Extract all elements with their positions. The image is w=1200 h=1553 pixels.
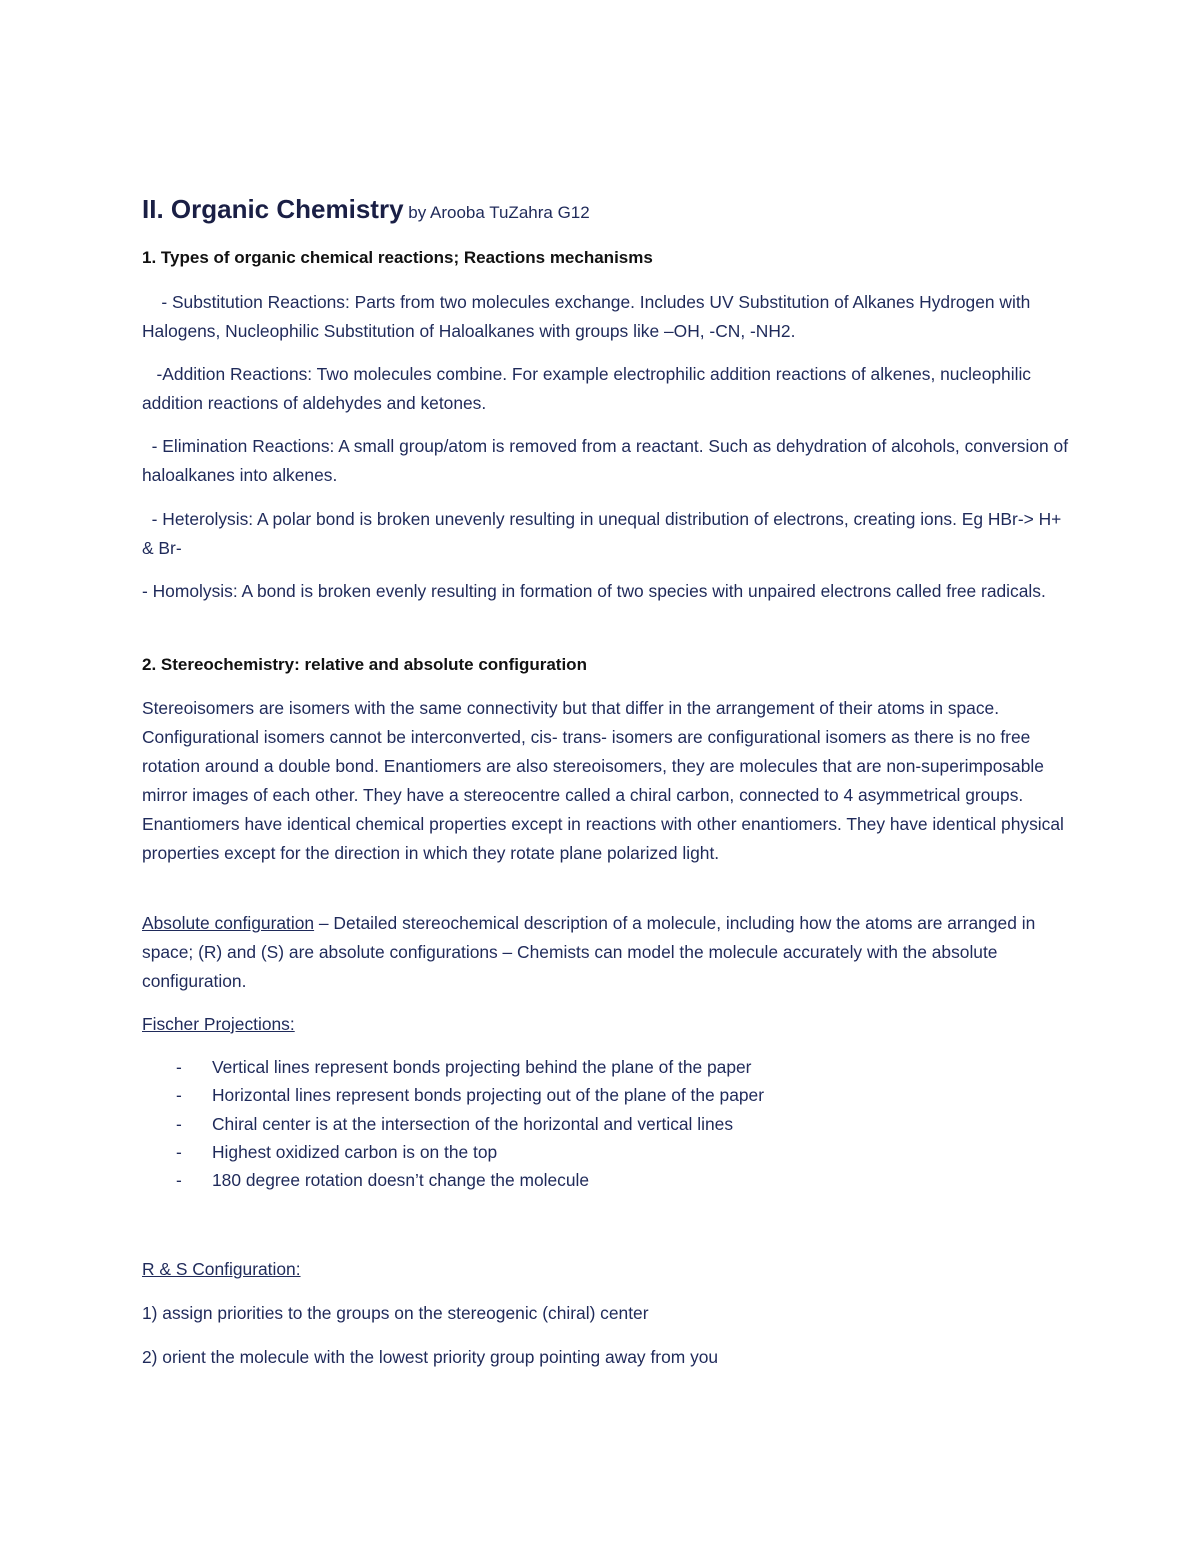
addition-paragraph: -Addition Reactions: Two molecules combine. For example electrophilic addition reactions of alkenes, nucleophilic addition reactions of aldehydes and ketones.: [142, 364, 1032, 413]
document-title: [142, 193, 590, 229]
rs-step-1: 1) assign priorities to the groups on the stereogenic (chiral) center: [142, 1303, 649, 1323]
list-item: - Chiral center is at the intersection of the horizontal and vertical lines: [176, 1113, 734, 1134]
substitution-paragraph: - Substitution Reactions: Parts from two molecules exchange. Includes UV Substitution of Alkanes Hydrogen with Halogens, Nucleophilic Substitution of Haloalkanes with groups like –OH, -CN, -NH2.: [142, 292, 1031, 341]
heterolysis-paragraph: - Heterolysis: A polar bond is broken unevenly resulting in unequal distribution of electrons, creating ions. Eg HBr-> H+ & Br-: [142, 509, 1062, 558]
rs-step-2: 2) orient the molecule with the lowest priority group pointing away from you: [142, 1347, 719, 1367]
absolute-configuration-paragraph: Absolute configuration – Detailed stereochemical description of a molecule, including how the atoms are arranged in space; (R) and (S) are absolute configurations – Chemists can model the molecule accurately with the absolute configuration.: [142, 913, 1036, 991]
title-byline: by Arooba TuZahra G12: [403, 203, 590, 222]
homolysis-paragraph: - Homolysis: A bond is broken evenly resulting in formation of two species with unpaired electrons called free radicals.: [142, 581, 1046, 601]
stereoisomers-paragraph: Stereoisomers are isomers with the same connectivity but that differ in the arrangement of their atoms in space. Configurational isomers cannot be interconverted, cis- trans- isomers are configurational isomers as there is no free rotation around a double bond. Enantiomers are also stereoisomers, they are molecules that are non-superimposable mirror images of each other. They have a stereocentre called a chiral carbon, connected to 4 asymmetrical groups. Enantiomers have identical chemical properties except in reactions with other enantiomers. They have identical physical properties except for the direction in which they rotate plane polarized light.: [142, 698, 1064, 863]
fischer-projections-heading: Fischer Projections:: [142, 1014, 295, 1034]
fischer-list: [142, 1053, 764, 1194]
section-1-heading: 1. Types of organic chemical reactions; Reactions mechanisms: [142, 248, 653, 267]
list-item: - Vertical lines represent bonds projecting behind the plane of the paper: [176, 1057, 752, 1077]
title-main: II. Organic Chemistry: [142, 194, 404, 224]
rs-configuration-heading: R & S Configuration:: [142, 1259, 301, 1279]
elimination-paragraph: - Elimination Reactions: A small group/atom is removed from a reactant. Such as dehydration of alcohols, conversion of haloalkanes into alkenes.: [142, 436, 1069, 485]
list-item: - 180 degree rotation doesn’t change the molecule: [176, 1170, 590, 1191]
list-item: - Highest oxidized carbon is on the top: [176, 1141, 498, 1162]
section-2-heading: 2. Stereochemistry: relative and absolute configuration: [142, 655, 587, 674]
absolute-configuration-term: Absolute configuration: [142, 913, 315, 933]
list-item: - Horizontal lines represent bonds projecting out of the plane of the paper: [176, 1085, 765, 1106]
